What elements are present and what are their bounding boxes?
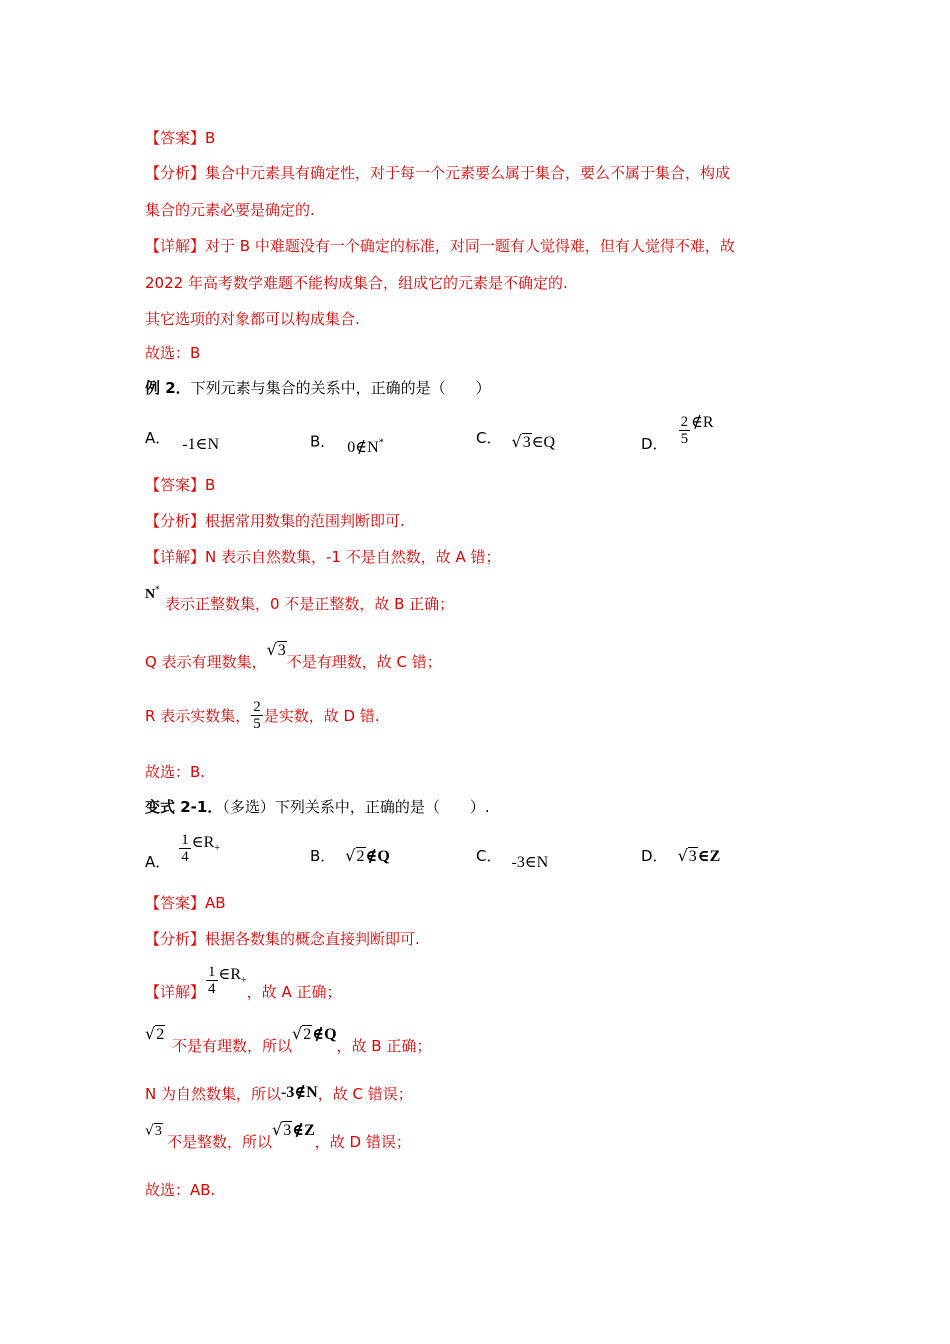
detail-text: 不是整数，所以 [167,1133,273,1151]
sqrt-arg: 3 [283,1122,292,1139]
numerator: 1 [181,832,189,848]
math-expr: -3∉N [281,1084,318,1101]
detail-text: ，故 C 错误； [317,1085,413,1103]
math-expr: 0∉N [347,439,379,457]
answer-value: B [205,476,216,494]
ex1-analysis-cont: 集合的元素必要是确定的. [145,201,315,219]
math-sub: + [241,975,247,987]
sqrt-symbol: √3 [145,1123,162,1139]
detail-tag: 【详解】 [145,548,206,566]
detail-text: N 为自然数集，所以 [145,1085,281,1103]
option-label: C． [476,847,502,865]
option-math [347,439,383,456]
math-expr [272,1122,315,1139]
option-math [678,414,714,447]
detail-text: ，故 A 正确； [246,983,342,1001]
ex2-detail-n-star [145,580,160,605]
var21-choose: 故选：AB. [145,1181,216,1199]
ex1-detail [145,236,735,256]
math-rel [218,966,247,987]
sqrt-symbol: √3 [677,846,697,865]
var21-answer [145,893,226,913]
example-label: 例 2． [145,379,191,397]
var21-detail-b-sqrt [145,1024,165,1045]
sqrt-arg: 2 [156,1026,165,1043]
sqrt-arg: 2 [356,848,365,865]
question-text: （多选）下列关系中，正确的是（ ）. [222,798,490,816]
var21-option-b [310,846,390,867]
math-rel: ∈Z [697,848,721,865]
option-math [178,832,220,865]
detail-text: 对于 B 中难题没有一个确定的标准，对同一题有人觉得难，但有人觉得不难，故 [205,237,735,255]
math-symbol: N [145,587,156,602]
ex2-detail-b: 表示正整数集，0 不是正整数，故 B 正确； [165,595,455,613]
ex1-detail-cont: 2022 年高考数学难题不能构成集合，组成它的元素是不确定的. [145,274,568,292]
math-rel: ∉Q [312,1026,337,1043]
numerator: 2 [253,699,261,715]
detail-text: 不是有理数，所以 [172,1037,293,1055]
fraction [251,699,263,732]
answer-tag: 【答案】 [145,894,206,912]
var21-detail-c [145,1084,413,1105]
sqrt-symbol: √2 [345,846,365,865]
sqrt-symbol: √3 [266,640,286,659]
var21-option-d [641,846,720,867]
detail-text: R 表示实数集， [145,707,251,725]
ex2-detail-d [145,700,380,733]
math-expr: ∈R [218,966,242,983]
var21-question [145,797,490,817]
option-math [511,434,555,451]
var21-detail-d [167,1120,411,1153]
sqrt-arg: 2 [303,1026,312,1043]
sqrt-arg: 3 [277,642,286,659]
answer-value: AB [205,894,226,912]
ex2-choose: 故选：B. [145,763,206,781]
var21-analysis [145,929,420,949]
example-label: 变式 2-1． [145,798,223,816]
sqrt-arg: 3 [154,1124,162,1139]
analysis-tag: 【分析】 [145,930,206,948]
ex1-answer [145,128,215,148]
detail-text: 是实数，故 D 错. [263,707,380,725]
option-math [345,848,390,865]
ex1-detail-other: 其它选项的对象都可以构成集合. [145,310,360,328]
ex2-question [145,378,491,398]
detail-text: ，故 B 正确； [336,1037,432,1055]
sqrt-symbol: √3 [511,432,531,451]
detail-tag: 【详解】 [145,983,206,1001]
sqrt-symbol: √2 [145,1024,165,1043]
ex2-analysis [145,511,405,531]
ex2-option-c [476,428,555,449]
math-rel: ∈Q [531,434,556,451]
ex1-choose: 故选：B [145,344,201,362]
math-rel: ∉Z [292,1122,315,1139]
analysis-text: 根据各数集的概念直接判断即可. [205,930,420,948]
ex2-option-b [310,428,384,457]
var21-detail-d-sqrt [145,1121,163,1142]
option-label: A． [145,429,171,447]
fraction [679,414,691,447]
math-expr: ∈R [191,834,215,851]
detail-text: 不是有理数，故 C 错； [286,653,442,671]
var21-detail-a [145,964,342,1001]
var21-detail-b [172,1024,432,1057]
option-label: D． [641,847,668,865]
math-rel [191,834,220,855]
analysis-text: 根据常用数集的范围判断即可. [205,512,405,530]
analysis-tag: 【分析】 [145,164,206,182]
sqrt-arg: 3 [688,848,697,865]
var21-option-c [476,846,549,871]
option-math: -3∈N [511,854,549,871]
denominator: 4 [181,849,189,865]
ex2-option-a [145,428,219,453]
option-label: B． [310,432,336,451]
fraction [179,832,191,865]
option-label: C． [476,429,502,447]
math-sub: + [214,843,220,855]
option-math: -1∈N [182,436,219,453]
ex2-option-d [641,414,714,453]
detail-text: ，故 D 错误； [314,1133,411,1151]
answer-tag: 【答案】 [145,129,206,147]
detail-text: N 表示自然数集，-1 不是自然数，故 A 错； [205,548,501,566]
math-sup: * [378,438,384,449]
analysis-text: 集合中元素具有确定性，对于每一个元素要么属于集合，要么不属于集合，构成 [205,164,731,182]
math-rel: ∉R [691,414,714,431]
fraction [206,964,218,997]
ex2-detail-c [145,640,442,673]
math-rel: ∉Q [365,848,390,865]
sqrt-arg: 3 [522,434,531,451]
sqrt-symbol: √2 [292,1024,312,1043]
numerator: 1 [208,964,216,980]
option-label: D． [641,435,668,453]
math-expr [292,1026,337,1043]
answer-value: B [205,129,216,147]
option-label: B． [310,847,336,865]
denominator: 5 [253,716,261,732]
var21-option-a [145,832,220,871]
detail-text: Q 表示有理数集， [145,653,267,671]
question-text: 下列元素与集合的关系中，正确的是（ ） [190,379,491,397]
denominator: 4 [208,981,216,997]
numerator: 2 [680,414,689,430]
ex2-answer [145,475,215,495]
math-sup: * [155,585,160,595]
sqrt-symbol: √3 [272,1120,292,1139]
answer-tag: 【答案】 [145,476,206,494]
analysis-tag: 【分析】 [145,512,206,530]
option-math [678,848,721,865]
detail-tag: 【详解】 [145,237,206,255]
option-label: A． [145,853,171,871]
ex1-analysis [145,163,730,183]
denominator: 5 [680,431,689,447]
ex2-detail [145,547,501,567]
